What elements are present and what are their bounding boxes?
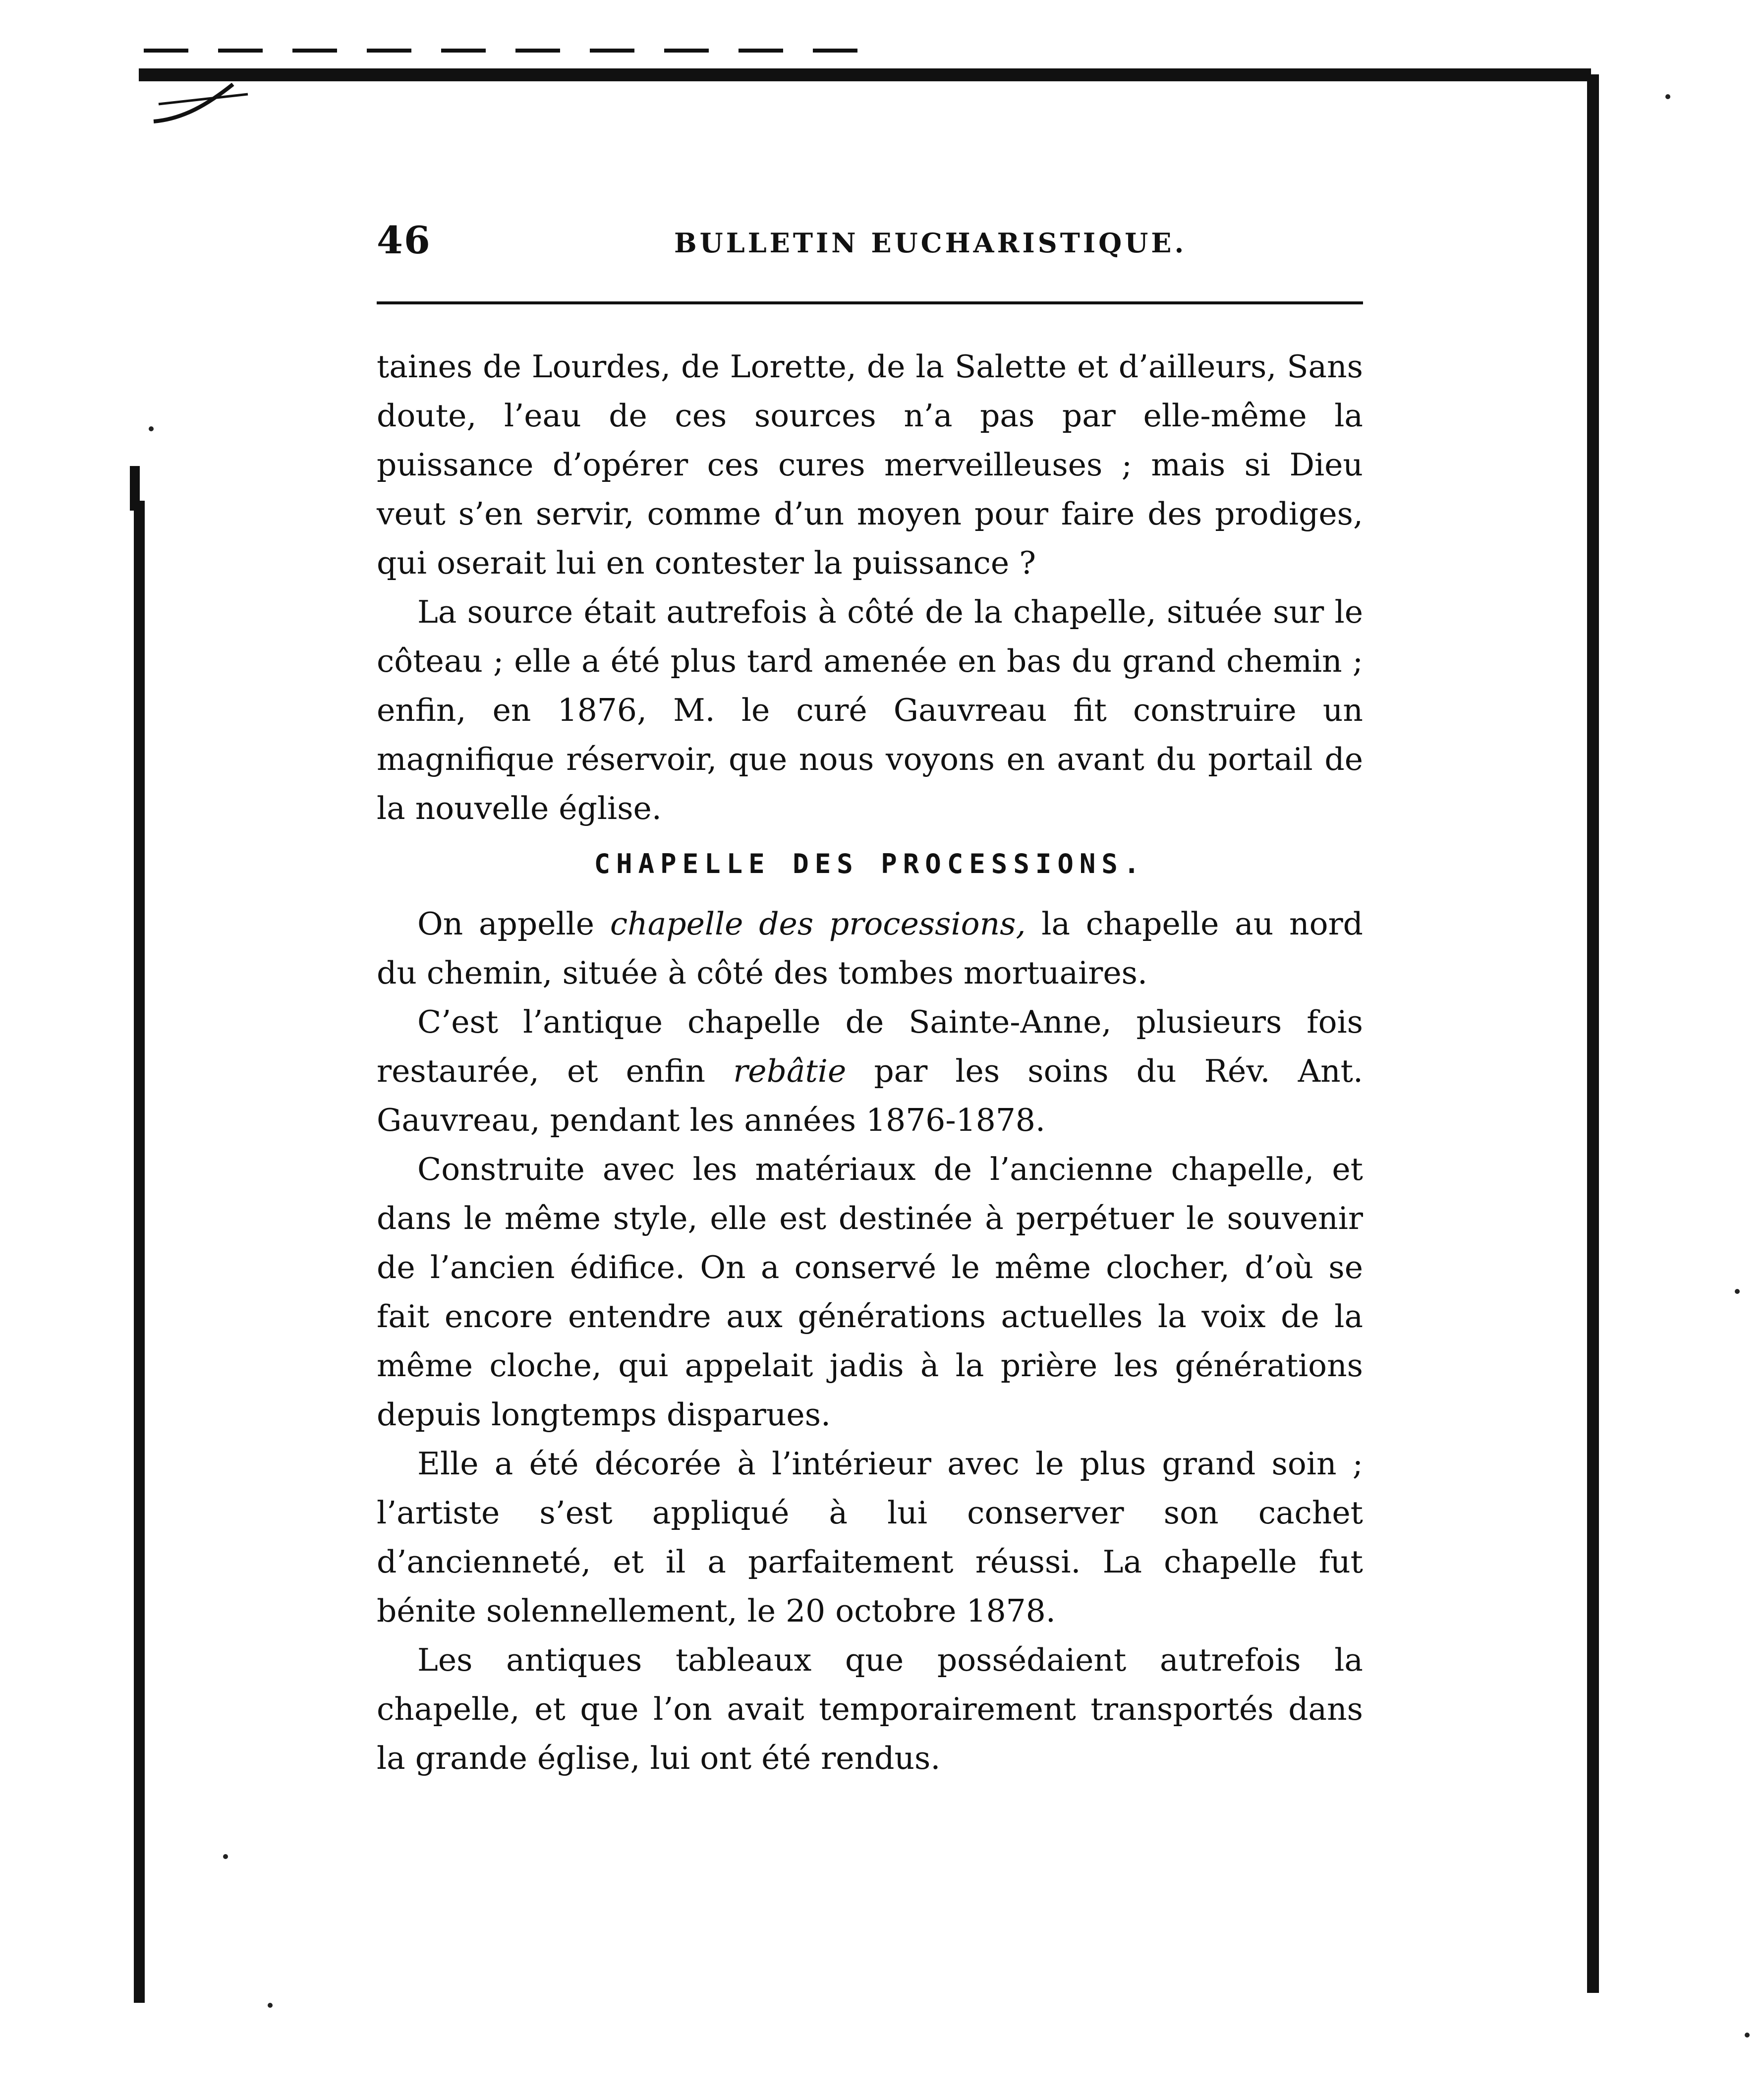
paragraph-history <box>377 997 1363 1145</box>
right-frame-rule <box>1587 74 1599 1993</box>
top-frame-rule <box>139 68 1591 81</box>
scan-speck <box>1745 2033 1750 2038</box>
paragraph-paintings: Les antiques tableaux que possédaient autrefois la chapelle, et que l’on avait temporairement transportés dans la grande église, lui ont été rendus. <box>377 1642 1363 1776</box>
italic-term: chapelle des processions, <box>610 906 1026 942</box>
header-rule <box>377 301 1363 304</box>
scan-speck <box>1665 94 1670 99</box>
corner-scratch-mark <box>149 74 258 134</box>
paragraph-definition <box>377 899 1363 997</box>
section-heading: CHAPELLE DES PROCESSIONS. <box>594 848 1146 879</box>
scan-speck <box>223 1854 228 1859</box>
paragraph-text: par les soins du Rév. Ant. Gauvreau, pendant les années 1876-1878. <box>377 1053 1363 1138</box>
left-binding-rule <box>134 501 145 2003</box>
italic-term: rebâtie <box>733 1053 847 1089</box>
scan-speck <box>149 426 154 431</box>
body-text <box>377 342 1363 1783</box>
scan-speck <box>268 2003 273 2008</box>
page-number: 46 <box>377 218 431 262</box>
paragraph-text: On appelle <box>417 906 610 942</box>
paragraph-text: C’est l’antique chapelle de Sainte-Anne, plusieurs fois restaurée, et enfin <box>377 1004 1363 1089</box>
paragraph-source: La source était autrefois à côté de la chapelle, située sur le côteau ; elle a été plus tard amenée en bas du grand chemin ; enfin, en 1876, M. le curé Gauvreau fit construire un magnifique réservoir, que nous voyons en avant du portail de la nouvelle église. <box>377 594 1363 826</box>
top-edge-marks <box>144 49 887 53</box>
paragraph-decoration: Elle a été décorée à l’intérieur avec le plus grand soin ; l’artiste s’est appliqué à lui conserver son cachet d’ancienneté, et il a parfaitement réussi. La chapelle fut bénite solennellement, le 20 octobre 1878. <box>377 1446 1363 1629</box>
page-header <box>377 218 1368 273</box>
paragraph-continued: taines de Lourdes, de Lorette, de la Salette et d’ailleurs, Sans doute, l’eau de ces sources n’a pas par elle-même la puissance d’opérer ces cures merveilleuses ; mais si Dieu veut s’en servir, comme d’un moyen pour faire des prodiges, qui oserait lui en contester la puissance ? <box>377 349 1363 581</box>
paragraph-construction: Construite avec les matériaux de l’ancienne chapelle, et dans le même style, elle est destinée à perpétuer le souvenir de l’ancien édifice. On a conservé le même clocher, d’où se fait encore entendre aux générations actuelles la voix de la même cloche, qui appelait jadis à la prière les générations depuis longtemps disparues. <box>377 1151 1363 1433</box>
running-title: BULLETIN EUCHARISTIQUE. <box>674 227 1187 259</box>
paragraph-text: la chapelle au nord du chemin, située à côté des tombes mortuaires. <box>377 906 1364 991</box>
scan-speck <box>1735 1289 1740 1294</box>
